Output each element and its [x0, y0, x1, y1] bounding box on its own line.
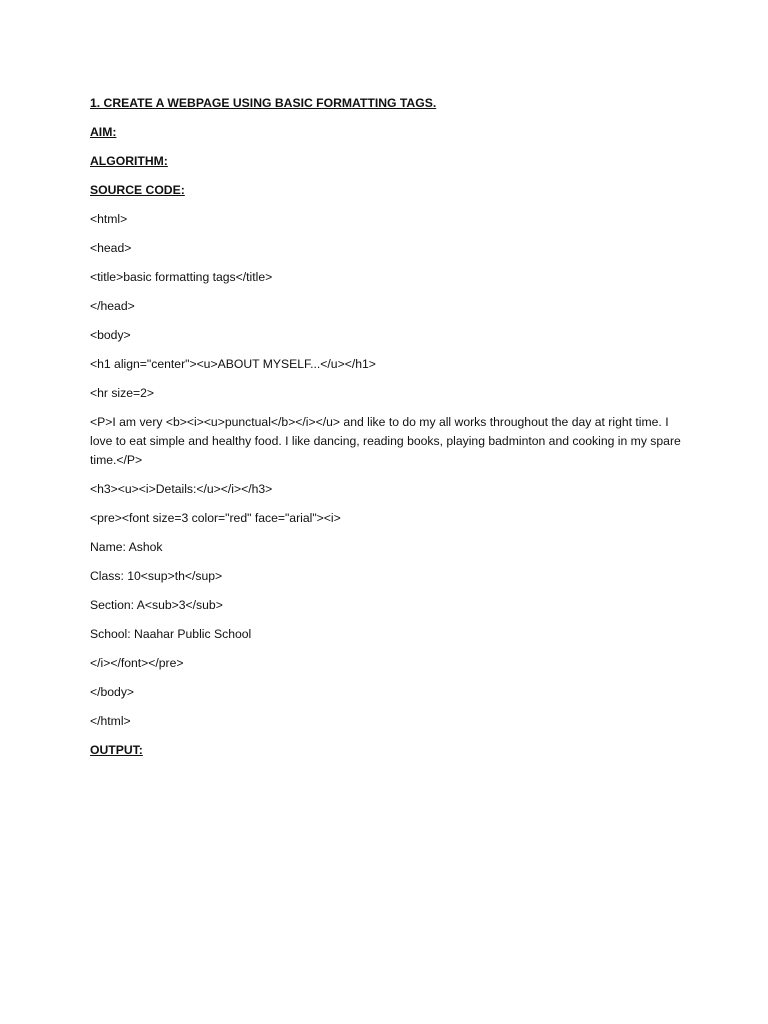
aim-heading: AIM: — [90, 125, 117, 139]
document-title: 1. CREATE A WEBPAGE USING BASIC FORMATTING TAGS. — [90, 96, 437, 110]
code-line: Section: A<sub>3</sub> — [90, 598, 223, 612]
code-line: <h3><u><i>Details:</u></i></h3> — [90, 482, 273, 496]
algorithm-heading: ALGORITHM: — [90, 154, 168, 168]
source-code-heading: SOURCE CODE: — [90, 183, 185, 197]
document-page — [90, 94, 690, 770]
code-line: Name: Ashok — [90, 540, 163, 554]
code-line: </i></font></pre> — [90, 656, 184, 670]
code-line: School: Naahar Public School — [90, 627, 252, 641]
code-line: <html> — [90, 212, 128, 226]
code-line: </html> — [90, 714, 131, 728]
output-heading: OUTPUT: — [90, 743, 143, 757]
code-line: </body> — [90, 685, 135, 699]
code-paragraph: <P>I am very <b><i><u>punctual</b></i></u> and like to do my all works throughout the day at right time. I love to eat simple and healthy food. I like dancing, reading books, playing badminton and cooking in my spare time.</P> — [90, 415, 685, 467]
code-line: <h1 align="center"><u>ABOUT MYSELF...</u></h1> — [90, 357, 376, 371]
code-line: <pre><font size=3 color="red" face="arial"><i> — [90, 511, 341, 525]
code-line: <title>basic formatting tags</title> — [90, 270, 273, 284]
code-line: <head> — [90, 241, 132, 255]
code-line: </head> — [90, 299, 135, 313]
code-line: <body> — [90, 328, 131, 342]
code-line: Class: 10<sup>th</sup> — [90, 569, 223, 583]
code-line: <hr size=2> — [90, 386, 155, 400]
